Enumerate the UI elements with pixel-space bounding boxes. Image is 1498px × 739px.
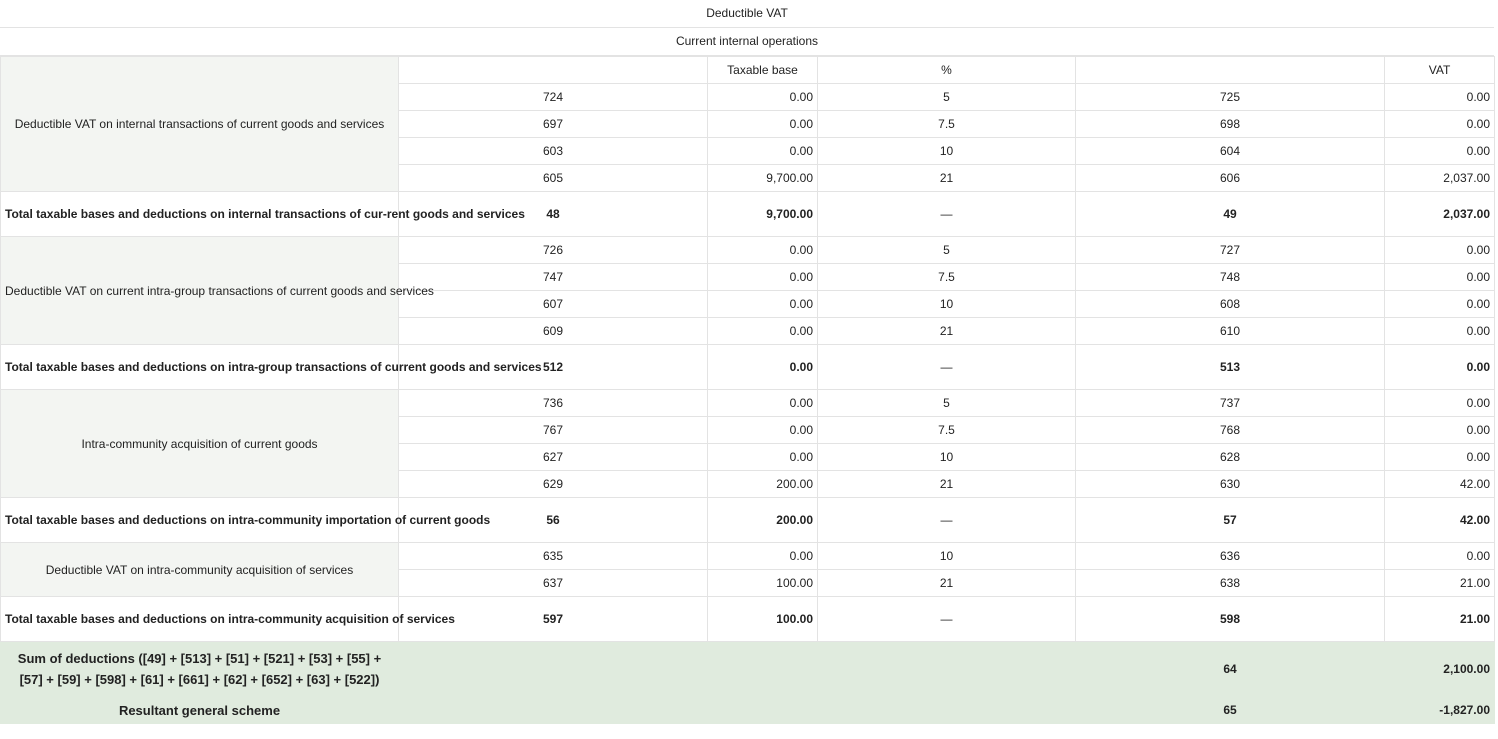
result-blank-cell	[399, 697, 1076, 724]
box-vat-cell: 727	[1076, 237, 1385, 264]
page-title: Deductible VAT	[0, 0, 1494, 28]
total-box-base-cell: 597	[399, 597, 708, 642]
table-row	[1, 390, 1495, 417]
vat-cell: 2,037.00	[1385, 165, 1495, 192]
pct-cell: 10	[818, 138, 1076, 165]
box-vat-cell: 630	[1076, 471, 1385, 498]
sum-box-cell: 64	[1076, 642, 1385, 697]
total-label: Total taxable bases and deductions on intra-community acquisition of services	[1, 597, 399, 642]
total-pct-cell: —	[818, 345, 1076, 390]
taxable-base-cell: 0.00	[708, 444, 818, 471]
total-base-cell: 200.00	[708, 498, 818, 543]
pct-cell: 10	[818, 291, 1076, 318]
vat-cell: 0.00	[1385, 138, 1495, 165]
box-base-cell: 607	[399, 291, 708, 318]
result-value-cell: -1,827.00	[1385, 697, 1495, 724]
vat-cell: 0.00	[1385, 264, 1495, 291]
sum-value-cell: 2,100.00	[1385, 642, 1495, 697]
taxable-base-cell: 0.00	[708, 318, 818, 345]
box-base-cell: 747	[399, 264, 708, 291]
result-label: Resultant general scheme	[1, 697, 399, 724]
total-vat-cell: 42.00	[1385, 498, 1495, 543]
pct-header: %	[818, 57, 1076, 84]
taxable-base-cell: 100.00	[708, 570, 818, 597]
total-row	[1, 498, 1495, 543]
taxable-base-cell: 0.00	[708, 417, 818, 444]
total-vat-cell: 0.00	[1385, 345, 1495, 390]
section-label: Intra-community acquisition of current goods	[1, 390, 399, 498]
vat-cell: 0.00	[1385, 543, 1495, 570]
column-header-row	[1, 57, 1495, 84]
box-vat-cell: 606	[1076, 165, 1385, 192]
pct-cell: 21	[818, 165, 1076, 192]
total-label: Total taxable bases and deductions on intra-community importation of current goods	[1, 498, 399, 543]
vat-cell: 0.00	[1385, 444, 1495, 471]
vat-cell: 0.00	[1385, 84, 1495, 111]
blank-header-cell	[1076, 57, 1385, 84]
box-base-cell: 767	[399, 417, 708, 444]
taxable-base-cell: 0.00	[708, 111, 818, 138]
total-box-vat-cell: 57	[1076, 498, 1385, 543]
box-vat-cell: 737	[1076, 390, 1385, 417]
total-box-base-cell: 512	[399, 345, 708, 390]
vat-cell: 0.00	[1385, 291, 1495, 318]
box-vat-cell: 610	[1076, 318, 1385, 345]
vat-cell: 0.00	[1385, 417, 1495, 444]
taxable-base-cell: 0.00	[708, 138, 818, 165]
box-base-cell: 724	[399, 84, 708, 111]
total-base-cell: 9,700.00	[708, 192, 818, 237]
total-box-vat-cell: 598	[1076, 597, 1385, 642]
section-label: Deductible VAT on internal transactions of current goods and services	[1, 57, 399, 192]
box-vat-cell: 636	[1076, 543, 1385, 570]
pct-cell: 10	[818, 444, 1076, 471]
box-base-cell: 609	[399, 318, 708, 345]
taxable-base-cell: 0.00	[708, 291, 818, 318]
vat-cell: 0.00	[1385, 111, 1495, 138]
total-box-base-cell: 56	[399, 498, 708, 543]
pct-cell: 5	[818, 390, 1076, 417]
pct-cell: 5	[818, 84, 1076, 111]
total-pct-cell: —	[818, 597, 1076, 642]
vat-cell: 0.00	[1385, 237, 1495, 264]
blank-header-cell	[399, 57, 708, 84]
total-base-cell: 0.00	[708, 345, 818, 390]
taxable-base-cell: 0.00	[708, 543, 818, 570]
box-vat-cell: 608	[1076, 291, 1385, 318]
total-box-vat-cell: 49	[1076, 192, 1385, 237]
sum-label: Sum of deductions ([49] + [513] + [51] + [521] + [53] + [55] + [57] + [59] + [598] + [61] + [661] + [62] + [652] + [63] + [522])	[1, 642, 399, 697]
box-base-cell: 637	[399, 570, 708, 597]
total-label: Total taxable bases and deductions on internal transactions of cur-rent goods and services	[1, 192, 399, 237]
result-row	[1, 697, 1495, 724]
box-vat-cell: 698	[1076, 111, 1385, 138]
box-base-cell: 726	[399, 237, 708, 264]
taxable-base-cell: 0.00	[708, 264, 818, 291]
taxable-base-cell: 0.00	[708, 84, 818, 111]
result-box-cell: 65	[1076, 697, 1385, 724]
total-row	[1, 345, 1495, 390]
pct-cell: 10	[818, 543, 1076, 570]
vat-cell: 21.00	[1385, 570, 1495, 597]
total-label: Total taxable bases and deductions on intra-group transactions of current goods and services	[1, 345, 399, 390]
vat-cell: 0.00	[1385, 318, 1495, 345]
total-base-cell: 100.00	[708, 597, 818, 642]
pct-cell: 21	[818, 471, 1076, 498]
total-pct-cell: —	[818, 498, 1076, 543]
taxable-base-cell: 9,700.00	[708, 165, 818, 192]
vat-header: VAT	[1385, 57, 1495, 84]
box-base-cell: 629	[399, 471, 708, 498]
box-base-cell: 603	[399, 138, 708, 165]
vat-cell: 0.00	[1385, 390, 1495, 417]
pct-cell: 7.5	[818, 111, 1076, 138]
box-base-cell: 697	[399, 111, 708, 138]
vat-cell: 42.00	[1385, 471, 1495, 498]
pct-cell: 7.5	[818, 264, 1076, 291]
total-box-vat-cell: 513	[1076, 345, 1385, 390]
box-base-cell: 627	[399, 444, 708, 471]
pct-cell: 21	[818, 570, 1076, 597]
box-vat-cell: 638	[1076, 570, 1385, 597]
total-vat-cell: 21.00	[1385, 597, 1495, 642]
box-base-cell: 635	[399, 543, 708, 570]
total-pct-cell: —	[818, 192, 1076, 237]
total-box-base-cell: 48	[399, 192, 708, 237]
sum-blank-cell	[399, 642, 1076, 697]
taxable-base-cell: 0.00	[708, 237, 818, 264]
box-vat-cell: 748	[1076, 264, 1385, 291]
section-label: Deductible VAT on current intra-group transactions of current goods and services	[1, 237, 399, 345]
box-vat-cell: 725	[1076, 84, 1385, 111]
total-vat-cell: 2,037.00	[1385, 192, 1495, 237]
pct-cell: 7.5	[818, 417, 1076, 444]
box-base-cell: 605	[399, 165, 708, 192]
page-subtitle: Current internal operations	[0, 28, 1494, 56]
taxable-base-cell: 200.00	[708, 471, 818, 498]
deductible-vat-table	[0, 56, 1495, 724]
box-vat-cell: 768	[1076, 417, 1385, 444]
table-body	[1, 57, 1495, 724]
total-row	[1, 597, 1495, 642]
total-row	[1, 192, 1495, 237]
box-vat-cell: 628	[1076, 444, 1385, 471]
sum-row	[1, 642, 1495, 697]
table-row	[1, 237, 1495, 264]
section-label: Deductible VAT on intra-community acquisition of services	[1, 543, 399, 597]
box-base-cell: 736	[399, 390, 708, 417]
box-vat-cell: 604	[1076, 138, 1385, 165]
taxable-base-header: Taxable base	[708, 57, 818, 84]
table-row	[1, 543, 1495, 570]
taxable-base-cell: 0.00	[708, 390, 818, 417]
pct-cell: 21	[818, 318, 1076, 345]
pct-cell: 5	[818, 237, 1076, 264]
